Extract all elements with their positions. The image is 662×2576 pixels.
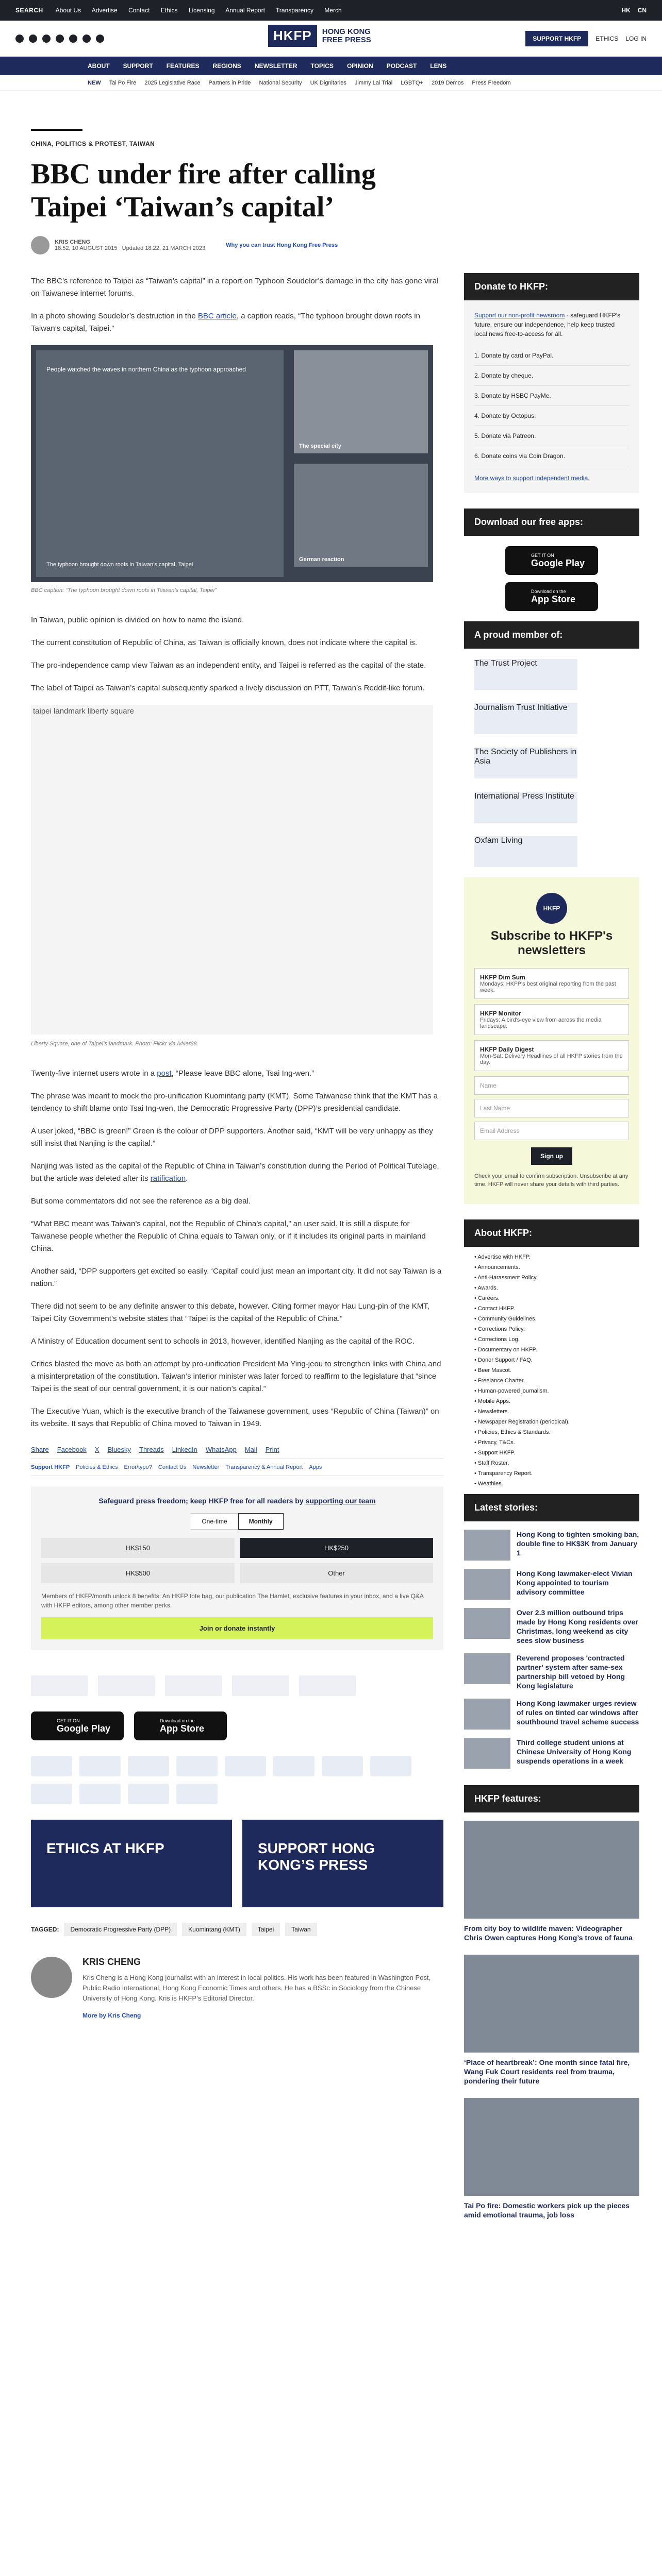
- ipi-logo: [232, 1675, 289, 1696]
- top-link[interactable]: Licensing: [188, 7, 215, 14]
- paragraph: But some commentators did not see the reference as a big deal.: [31, 1197, 251, 1206]
- paypal-icon: [31, 1784, 72, 1804]
- photo-side-top: [294, 350, 428, 453]
- trust-link[interactable]: Why you can trust Hong Kong Free Press: [226, 242, 338, 248]
- share-whatsapp[interactable]: WhatsApp: [205, 1446, 237, 1453]
- donate-heading: Donate to HKFP:: [464, 273, 639, 300]
- paragraph: The phrase was meant to mock the pro-unification Kuomintang party (KMT). Some Taiwanese think that the KMT has a tendency to shift blame onto Tsai Ing-wen, the Democratic Progressive Party (DPP)’s presidential candidate.: [31, 1092, 438, 1113]
- about-link[interactable]: • Policies, Ethics & Standards.: [474, 1427, 629, 1437]
- story-title: Third college student unions at Chinese University of Hong Kong suspends operations in a week: [517, 1738, 632, 1765]
- nav-item[interactable]: SUPPORT: [123, 62, 153, 70]
- photo-caption-2: The typhoon brought down roofs in Taiwan’s capital, Taipei: [46, 562, 193, 568]
- tag[interactable]: Taiwan: [285, 1923, 317, 1936]
- text-run: .: [186, 1174, 188, 1183]
- monthly-option[interactable]: Monthly: [238, 1513, 284, 1530]
- support-link[interactable]: Apps: [309, 1464, 322, 1470]
- fps-icon: [225, 1756, 266, 1776]
- tag[interactable]: Taipei: [252, 1923, 280, 1936]
- share-linkedin[interactable]: LinkedIn: [172, 1446, 197, 1453]
- top-links: [56, 7, 351, 14]
- post-link[interactable]: post: [157, 1069, 172, 1078]
- ethics-link[interactable]: ETHICS: [595, 35, 619, 42]
- image-caption: Liberty Square, one of Taipei’s landmark. Photo: Flickr via ivNer88.: [31, 1041, 198, 1047]
- facebook-icon[interactable]: [15, 35, 24, 43]
- member-logos: [464, 649, 639, 877]
- paragraph: [31, 310, 443, 335]
- google-play-badge[interactable]: [505, 546, 598, 575]
- support-link[interactable]: Policies & Ethics: [76, 1464, 118, 1470]
- author-name[interactable]: KRIS CHENG: [82, 1957, 141, 1967]
- newsletter-option[interactable]: [474, 1040, 629, 1071]
- donate-ways: [474, 346, 629, 466]
- about-link[interactable]: • Privacy, T&Cs.: [474, 1437, 629, 1448]
- google-play-badge[interactable]: [31, 1711, 124, 1740]
- latest-story[interactable]: [464, 1569, 639, 1600]
- latest-story[interactable]: [464, 1653, 639, 1690]
- support-newsroom-link[interactable]: Support our non-profit newsroom: [474, 312, 565, 319]
- jti-logo: [98, 1675, 155, 1696]
- about-link[interactable]: • Anti-Harassment Policy.: [474, 1273, 629, 1283]
- story-thumbnail: [464, 1653, 510, 1684]
- tags-label: TAGGED:: [31, 1926, 59, 1933]
- patreon-icon: [370, 1756, 411, 1776]
- story-title: Over 2.3 million outbound trips made by Hong Kong residents over Christmas, long weekend as city sees slow business: [517, 1608, 638, 1645]
- join-button[interactable]: Join or donate instantly: [41, 1617, 433, 1639]
- image-caption: BBC caption: “The typhoon brought down roofs in Taiwan’s capital, Taipei”: [31, 587, 217, 594]
- feature-title: Tai Po fire: Domestic workers pick up the pieces amid emotional trauma, job loss: [464, 2201, 630, 2219]
- promo-banners: [31, 1820, 443, 1907]
- badge-small: GET IT ON: [57, 1718, 80, 1723]
- text-run: , “Please leave BBC alone, Tsai Ing-wen.”: [171, 1069, 315, 1078]
- tag[interactable]: Democratic Progressive Party (DPP): [64, 1923, 177, 1936]
- sign-up-button[interactable]: Sign up: [531, 1147, 572, 1165]
- about-list: [464, 1247, 639, 1494]
- tags: [31, 1923, 443, 1936]
- text-run: , a caption reads, “The typhoon brought down roofs in Taiwan’s capital, Taipei.”: [31, 312, 420, 333]
- option-desc: Mon-Sat: Delivery Headlines of all HKFP stories from the day.: [480, 1053, 623, 1065]
- support-button[interactable]: SUPPORT HKFP: [525, 31, 588, 46]
- linkedin-icon[interactable]: [82, 35, 91, 43]
- lang-hk[interactable]: HK: [621, 7, 631, 14]
- about-link[interactable]: • Newspaper Registration (periodical).: [474, 1417, 629, 1427]
- donate-way[interactable]: 1. Donate by card or PayPal.: [474, 346, 629, 366]
- top-link[interactable]: Advertise: [91, 7, 118, 14]
- badge-big: App Store: [531, 594, 576, 604]
- paragraph: The pro-independence camp view Taiwan as an independent entity, and Taipei is referred as the capital of the state.: [31, 661, 426, 670]
- share-facebook[interactable]: Facebook: [57, 1446, 87, 1453]
- about-heading: About HKFP:: [464, 1219, 639, 1247]
- about-link[interactable]: • Support HKFP.: [474, 1448, 629, 1458]
- share-x[interactable]: X: [94, 1446, 100, 1453]
- about-link[interactable]: • Staff Roster.: [474, 1458, 629, 1468]
- feature-image: [464, 1821, 639, 1919]
- paragraph: The current constitution of Republic of China, as Taiwan is officially known, does not indicate where the capital is.: [31, 638, 418, 647]
- top-link[interactable]: Merch: [324, 7, 342, 14]
- member-logo[interactable]: Journalism Trust Initiative: [474, 703, 577, 734]
- option-name: HKFP Dim Sum: [480, 974, 525, 981]
- sopa-logo: [165, 1675, 222, 1696]
- header-actions: [525, 31, 647, 46]
- paragraph: A Ministry of Education document sent to schools in 2013, however, identified Nanjing as the capital of the ROC.: [31, 1337, 415, 1346]
- share-bluesky[interactable]: Bluesky: [107, 1446, 131, 1453]
- supporting-link[interactable]: supporting our team: [305, 1497, 376, 1505]
- story-thumbnail: [464, 1569, 510, 1600]
- author-bio: Kris Cheng is a Hong Kong journalist with an interest in local politics. His work has been featured in Washington Post, Public Radio International, Hong Kong Economic Times and others. He has a BSSc in Sociology from the Chinese University of Hong Kong. Kris is HKFP’s Editorial Director.: [82, 1974, 431, 2002]
- badge-big: Google Play: [57, 1723, 111, 1734]
- about-link[interactable]: • Freelance Charter.: [474, 1376, 629, 1386]
- trending-item[interactable]: National Security: [259, 79, 302, 86]
- mail-icon[interactable]: [96, 35, 104, 43]
- paragraph: Critics blasted the move as both an attempt by pro-unification President Ma Ying-jeou to strengthen links with China and a misinterpretation of the constitution. Taiwan’s interior minister was later forced to reaffirm to the legislature that “since Taipei is the seat of our central government, it is our nation’s capital.”: [31, 1360, 441, 1393]
- member-logo[interactable]: The Society of Publishers in Asia: [474, 748, 577, 778]
- author-name[interactable]: KRIS CHENG: [55, 239, 91, 245]
- about-link[interactable]: • Awards.: [474, 1283, 629, 1293]
- paragraph: In Taiwan, public opinion is divided on how to name the island.: [31, 616, 244, 624]
- paragraph: The Executive Yuan, which is the executive branch of the Taiwanese government, uses “Republic of China (Taiwan)” on its website. It says that Republic of China moved to Taiwan in 1949.: [31, 1407, 439, 1428]
- member-logo[interactable]: Oxfam Living: [474, 836, 577, 867]
- latest-story[interactable]: [464, 1738, 639, 1769]
- feature-image: [464, 1955, 639, 2053]
- member-logo[interactable]: The Trust Project: [474, 659, 577, 690]
- payme-icon: [273, 1756, 315, 1776]
- text-run: Nanjing was listed as the capital of the Republic of China in Taiwan’s constitution during the Period of Political Tutelage, but the article was deleted after its: [31, 1162, 439, 1183]
- byline-text: [55, 239, 205, 251]
- trending-item[interactable]: Press Freedom: [472, 79, 511, 86]
- about-link[interactable]: • Mobile Apps.: [474, 1396, 629, 1406]
- badge-big: Google Play: [531, 557, 585, 568]
- latest-story[interactable]: [464, 1699, 639, 1730]
- email-input[interactable]: Email Address: [474, 1122, 629, 1140]
- logo-text: [322, 28, 371, 44]
- paragraph: Another said, “DPP supporters get excited so easily. ‘Capital’ could just mean an important city. It did not say Taiwan is a nation.”: [31, 1267, 442, 1288]
- top-bar: [0, 0, 662, 21]
- newsletter-option[interactable]: [474, 968, 629, 999]
- paragraph: The label of Taipei as Taiwan’s capital subsequently sparked a lively discussion on PTT, Taiwan’s Reddit-like forum.: [31, 684, 425, 692]
- support-link[interactable]: Contact Us: [158, 1464, 187, 1470]
- photo-side-caption-1: The special city: [299, 443, 341, 449]
- about-link[interactable]: • Community Guidelines.: [474, 1314, 629, 1324]
- nav-item[interactable]: REGIONS: [212, 62, 241, 70]
- donate-way[interactable]: 5. Donate via Patreon.: [474, 426, 629, 446]
- top-link[interactable]: Ethics: [160, 7, 178, 14]
- youtube-icon[interactable]: [69, 35, 77, 43]
- author-avatar: [31, 1957, 72, 1998]
- about-link[interactable]: • Weathies.: [474, 1479, 629, 1489]
- nav-item[interactable]: LENS: [430, 62, 447, 70]
- feature-story[interactable]: [464, 1955, 639, 2086]
- feature-title: ‘Place of heartbreak’: One month since fatal fire, Wang Fuk Court residents reel from trauma, pondering their future: [464, 2058, 630, 2085]
- publish-date: 18:52, 10 AUGUST 2015: [55, 245, 118, 251]
- share-print[interactable]: Print: [265, 1446, 279, 1453]
- apps-box: [464, 536, 639, 621]
- image-alt-text: taipei landmark liberty square: [33, 707, 134, 716]
- share-bar: [31, 1446, 443, 1453]
- lang-cn[interactable]: CN: [637, 7, 647, 14]
- text-run: Twenty-five internet users wrote in a: [31, 1069, 157, 1078]
- paragraph: The BBC’s reference to Taipei as “Taiwan’s capital” in a report on Typhoon Soudelor’s damage in the city has gone viral on Taiwanese internet forums.: [31, 277, 439, 298]
- visa-icon: [128, 1756, 169, 1776]
- member-heading: A proud member of:: [464, 621, 639, 649]
- mastercard-icon: [31, 1756, 72, 1776]
- option-desc: Fridays: A bird's-eye view from across the media landscape.: [480, 1017, 602, 1029]
- author-box: [31, 1957, 443, 2020]
- latest-stories: [464, 1521, 639, 1785]
- more-ways-link[interactable]: More ways to support independent media.: [474, 474, 590, 482]
- donate-way[interactable]: 4. Donate by Octopus.: [474, 406, 629, 426]
- badge-big: App Store: [160, 1723, 205, 1734]
- support-link[interactable]: Newsletter: [192, 1464, 220, 1470]
- member-logos: [31, 1675, 443, 1696]
- photo-side-caption-2: German reaction: [299, 556, 344, 563]
- nav-item[interactable]: NEWSLETTER: [254, 62, 297, 70]
- app-store-row: [31, 1711, 443, 1740]
- app-store-badge[interactable]: [505, 582, 598, 611]
- story-title: Hong Kong lawmaker urges review of rules on tinted car windows after southbound travel scheme success: [517, 1699, 639, 1726]
- byline: [31, 236, 443, 255]
- last-name-input[interactable]: Last Name: [474, 1099, 629, 1117]
- photo-caption-1: People watched the waves in northern China as the typhoon approached: [46, 366, 246, 373]
- amex-icon: [176, 1756, 218, 1776]
- main-nav: [0, 57, 662, 75]
- support-link[interactable]: Error/typo?: [124, 1464, 152, 1470]
- app-store-badge[interactable]: [134, 1711, 227, 1740]
- donate-box: [464, 300, 639, 493]
- threads-icon[interactable]: [56, 35, 64, 43]
- about-link[interactable]: • Documentary on HKFP.: [474, 1345, 629, 1355]
- site-logo[interactable]: [268, 25, 371, 47]
- support-link[interactable]: Support HKFP: [31, 1464, 70, 1470]
- amount-option[interactable]: HK$250: [240, 1538, 433, 1558]
- paragraph: [31, 1160, 443, 1185]
- about-link[interactable]: • Newsletters.: [474, 1406, 629, 1417]
- text-run: In a photo showing Soudelor’s destruction in the: [31, 312, 198, 320]
- top-link[interactable]: Contact: [128, 7, 150, 14]
- paragraph: [31, 1067, 443, 1080]
- nav-item[interactable]: OPINION: [346, 62, 373, 70]
- support-links: [31, 1459, 443, 1476]
- amount-option[interactable]: HK$150: [41, 1538, 235, 1558]
- story-title: Hong Kong to tighten smoking ban, double fine to HK$3K from January 1: [517, 1530, 639, 1557]
- hkfp-badge: HKFP: [536, 893, 567, 924]
- story-title: Hong Kong lawmaker-elect Vivian Kong appointed to tourism advisory committee: [517, 1569, 633, 1596]
- article: [31, 129, 443, 2020]
- about-link[interactable]: • Corrections Policy.: [474, 1324, 629, 1334]
- member-perks: Members of HKFP/month unlock 8 benefits: An HKFP tote bag, our publication The Hamlet, exclusive features in your inbox, and a live Q&A with HKFP editors, among other member perks.: [41, 1592, 424, 1609]
- share-threads[interactable]: Threads: [139, 1446, 164, 1453]
- story-thumbnail: [464, 1738, 510, 1769]
- logo-mark: HKFP: [268, 25, 317, 47]
- story-thumbnail: [464, 1608, 510, 1639]
- unionpay-icon: [322, 1756, 363, 1776]
- photo-main: [36, 350, 284, 577]
- paragraph: “What BBC meant was Taiwan’s capital, not the Republic of China’s capital,” an user said. It is still a dispute for Taiwanese people whether the Republic of China equals to Taiwan only, or if it includes its original parts in mainland China.: [31, 1219, 426, 1253]
- applepay-icon: [176, 1784, 218, 1804]
- nav-item[interactable]: ABOUT: [88, 62, 110, 70]
- frequency-toggle: [41, 1513, 433, 1530]
- support-link[interactable]: Transparency & Annual Report: [225, 1464, 303, 1470]
- top-link[interactable]: Transparency: [276, 7, 313, 14]
- trending-item[interactable]: Partners in Pride: [208, 79, 251, 86]
- option-name: HKFP Monitor: [480, 1010, 521, 1017]
- payment-logos: [31, 1756, 443, 1804]
- logo-line-2: FREE PRESS: [322, 35, 371, 44]
- trending-item[interactable]: LGBTQ+: [401, 79, 423, 86]
- badge-small: Download on the: [531, 588, 566, 594]
- about-link[interactable]: • Advertise with HKFP.: [474, 1252, 629, 1262]
- about-link[interactable]: • Announcements.: [474, 1262, 629, 1273]
- story-thumbnail: [464, 1530, 510, 1561]
- instagram-icon[interactable]: [42, 35, 51, 43]
- newsletter-title: Subscribe to HKFP's newsletters: [490, 929, 613, 957]
- social-icons: [15, 35, 104, 43]
- features-heading: HKFP features:: [464, 1785, 639, 1812]
- trending-item[interactable]: Jimmy Lai Trial: [354, 79, 393, 86]
- donate-way[interactable]: 6. Donate coins via Coin Dragon.: [474, 446, 629, 466]
- trending-item[interactable]: 2025 Legislative Race: [144, 79, 201, 86]
- feature-title: From city boy to wildlife maven: Videographer Chris Owen captures Hong Kong’s trove of fauna: [464, 1924, 633, 1942]
- newsletter-option[interactable]: [474, 1004, 629, 1035]
- donate-way[interactable]: 2. Donate by cheque.: [474, 366, 629, 386]
- story-thumbnail: [464, 1699, 510, 1730]
- nav-item[interactable]: TOPICS: [310, 62, 334, 70]
- features-list: [464, 1812, 639, 2219]
- nav-item[interactable]: PODCAST: [386, 62, 417, 70]
- feature-image: [464, 2098, 639, 2196]
- login-link[interactable]: LOG IN: [625, 35, 647, 42]
- ratification-link[interactable]: ratification: [150, 1174, 186, 1183]
- tag[interactable]: Kuomintang (KMT): [182, 1923, 246, 1936]
- amount-option[interactable]: HK$500: [41, 1563, 235, 1583]
- top-link[interactable]: Annual Report: [225, 7, 265, 14]
- about-link[interactable]: • Donor Support / FAQ.: [474, 1355, 629, 1365]
- newsletter-signup: [464, 877, 639, 1204]
- text-run: Safeguard press freedom; keep HKFP free for all readers by: [98, 1497, 306, 1505]
- title-rule: [31, 129, 82, 131]
- text-run: - safeguard HKFP's future, ensure our independence, help keep trusted local news free-to-access for all.: [474, 312, 621, 337]
- amount-options: [41, 1538, 433, 1583]
- bbc-screenshot-image: [31, 345, 433, 582]
- trending-bar: [0, 75, 662, 91]
- share-label: Share: [31, 1446, 49, 1453]
- about-link[interactable]: • Careers.: [474, 1293, 629, 1303]
- nav-item[interactable]: FEATURES: [166, 62, 200, 70]
- trending-item[interactable]: Tai Po Fire: [109, 79, 137, 86]
- about-link[interactable]: • Transparency Report.: [474, 1468, 629, 1479]
- top-link[interactable]: About Us: [55, 7, 81, 14]
- support-banner[interactable]: SUPPORT HONG KONG’S PRESS: [242, 1820, 443, 1907]
- badge-small: Download on the: [160, 1718, 195, 1723]
- trust-project-logo: [31, 1675, 88, 1696]
- newsletter-note: Check your email to confirm subscription. Unsubscribe at any time. HKFP will never share your details with third parties.: [474, 1173, 628, 1188]
- more-by-author-link[interactable]: More by Kris Cheng: [82, 2012, 141, 2019]
- alipay-icon: [79, 1784, 121, 1804]
- about-link[interactable]: • Human-powered journalism.: [474, 1386, 629, 1396]
- feature-story[interactable]: [464, 1821, 639, 1942]
- donate-way[interactable]: 3. Donate by HSBC PayMe.: [474, 386, 629, 406]
- donate-widget: [31, 1486, 443, 1650]
- author-avatar: [31, 236, 49, 255]
- logo-line-1: HONG KONG: [322, 27, 371, 36]
- about-link[interactable]: • Contact HKFP.: [474, 1303, 629, 1314]
- amount-option[interactable]: Other: [240, 1563, 433, 1583]
- trending-item[interactable]: UK Dignitaries: [310, 79, 346, 86]
- octopus-icon: [79, 1756, 121, 1776]
- bbc-article-link[interactable]: BBC article: [197, 312, 237, 320]
- member-logo[interactable]: International Press Institute: [474, 792, 577, 823]
- latest-story[interactable]: [464, 1530, 639, 1561]
- about-link[interactable]: • Beer Mascot.: [474, 1365, 629, 1376]
- one-time-option[interactable]: One-time: [191, 1513, 238, 1530]
- name-input[interactable]: Name: [474, 1076, 629, 1095]
- story-title: Reverend proposes 'contracted partner' system after same-sex partnership bill vetoed by Hong Kong legislature: [517, 1654, 625, 1690]
- sidebar: [464, 273, 639, 2232]
- badge-small: GET IT ON: [531, 552, 554, 558]
- latest-heading: Latest stories:: [464, 1494, 639, 1521]
- option-desc: Mondays: HKFP's best original reporting from the past week.: [480, 981, 616, 993]
- trending-item[interactable]: 2019 Demos: [431, 79, 464, 86]
- about-link[interactable]: • Corrections Log.: [474, 1334, 629, 1345]
- latest-story[interactable]: [464, 1608, 639, 1645]
- paragraph: There did not seem to be any definite answer to this debate, however. Citing former mayor Hau Lung-pin of the KMT, Taipei City Government’s website states that “Taipei is the capital of the Republic of China.”: [31, 1302, 429, 1323]
- share-mail[interactable]: Mail: [244, 1446, 257, 1453]
- photo-side-bottom: [294, 464, 428, 567]
- article-title: BBC under fire after calling Taipei ‘Taiwan’s capital’: [31, 158, 376, 223]
- oxfam-logo: [299, 1675, 356, 1696]
- search-button[interactable]: SEARCH: [15, 7, 43, 14]
- language-switch: [621, 7, 647, 14]
- googlepay-icon: [128, 1784, 169, 1804]
- liberty-square-image: [31, 705, 433, 1035]
- ethics-banner[interactable]: ETHICS AT HKFP: [31, 1820, 232, 1907]
- apps-heading: Download our free apps:: [464, 509, 639, 536]
- x-icon[interactable]: [29, 35, 37, 43]
- option-name: HKFP Daily Digest: [480, 1046, 534, 1053]
- article-category[interactable]: CHINA, POLITICS & PROTEST, TAIWAN: [31, 140, 155, 147]
- trending-label: NEW: [88, 79, 101, 86]
- donate-title: [41, 1497, 433, 1505]
- feature-story[interactable]: [464, 2098, 639, 2219]
- paragraph: A user joked, “BBC is green!” Green is the colour of DPP supporters. Another said, “KMT will be very unhappy as they still insist that Nanjing is the capital.”: [31, 1127, 433, 1148]
- updated-date: Updated 18:22, 21 MARCH 2023: [122, 245, 206, 251]
